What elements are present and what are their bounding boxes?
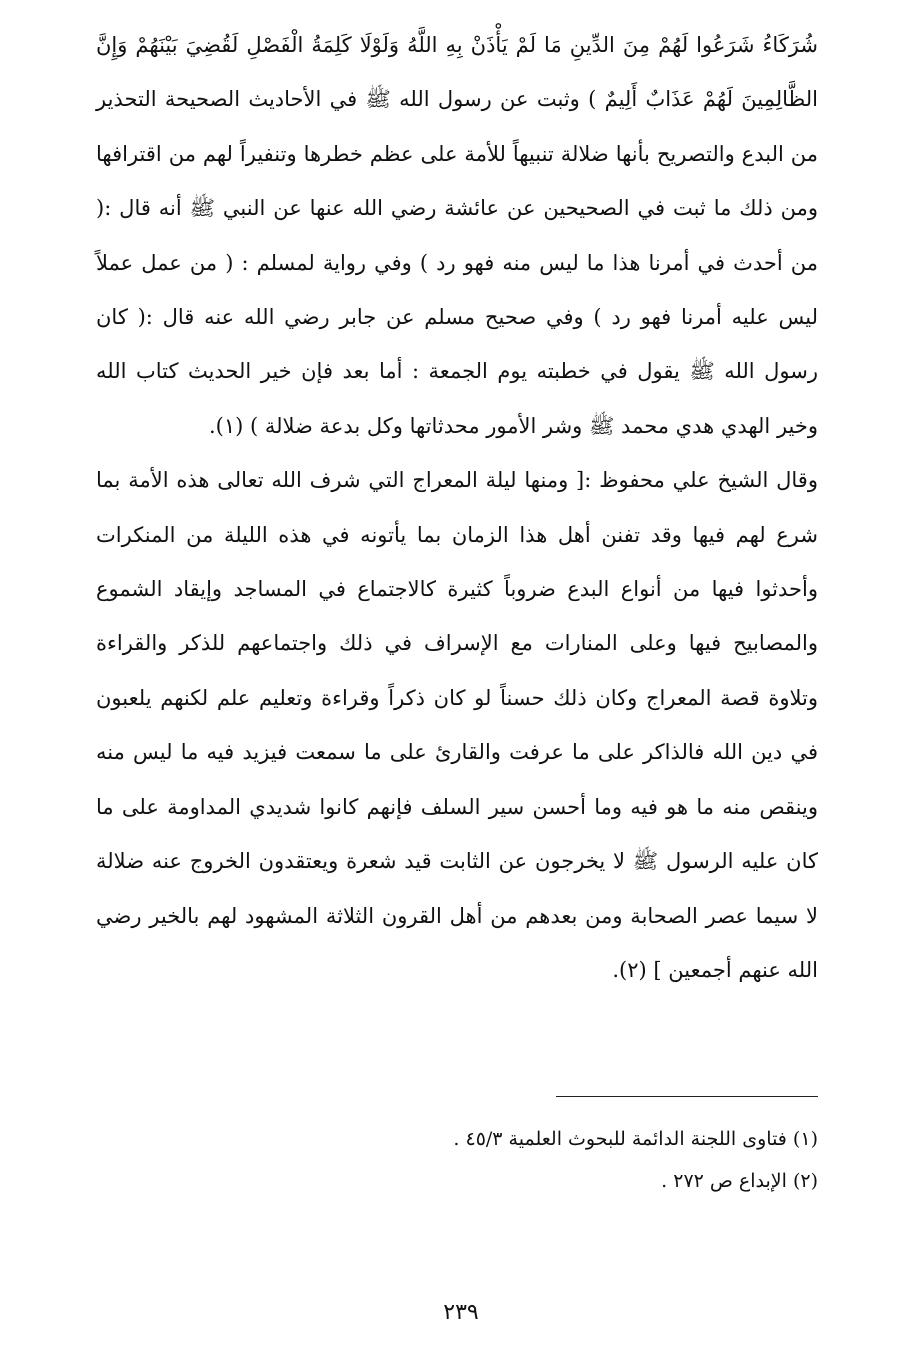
paragraph-2: وقال الشيخ علي محفوظ :[ ومنها ليلة المعراج التي شرف الله تعالى هذه الأمة بما شرع لهم فيها وقد تفنن أهل هذا الزمان بما يأتونه في هذه الليلة من المنكرات وأحدثوا فيها من أنواع البدع ضروباً كثيرة كالاجتماع في المساجد وإيقاد الشموع والمصابيح فيها وعلى المنارات مع الإسراف في ذلك واجتماعهم للذكر والقراءة وتلاوة قصة المعراج وكان ذلك حسناً لو كان ذكراً وقراءة وتعليم علم لكنهم يلعبون في دين الله فالذاكر على ما عرفت والقارئ على ما سمعت فيزيد فيه ما ليس منه وينقص منه ما هو فيه وما أحسن سير السلف فإنهم كانوا شديدي المداومة على ما كان عليه الرسول ﷺ لا يخرجون عن الثابت قيد شعرة ويعتقدون الخروج عنه ضلالة لا سيما عصر الصحابة ومن بعدهم من أهل القرون الثلاثة المشهود لهم بالخير رضي الله عنهم أجمعين ] (٢). bbox=[96, 468, 818, 982]
body-text bbox=[96, 18, 818, 997]
footnotes bbox=[96, 1118, 818, 1202]
footnote-divider bbox=[556, 1096, 818, 1097]
footnote-1: (١) فتاوى اللجنة الدائمة للبحوث العلمية ٤٥/٣ . bbox=[453, 1128, 818, 1150]
paragraph-1: شُرَكَاءُ شَرَعُوا لَهُمْ مِنَ الدِّينِ مَا لَمْ يَأْذَنْ بِهِ اللَّهُ وَلَوْلَا كَلِمَةُ الْفَصْلِ لَقُضِيَ بَيْنَهُمْ وَإِنَّ الظَّالِمِينَ لَهُمْ عَذَابٌ أَلِيمٌ ) وثبت عن رسول الله ﷺ في الأحاديث الصحيحة التحذير من البدع والتصريح بأنها ضلالة تنبيهاً للأمة على عظم خطرها وتنفيراً لهم من اقترافها ومن ذلك ما ثبت في الصحيحين عن عائشة رضي الله عنها عن النبي ﷺ أنه قال :( من أحدث في أمرنا هذا ما ليس منه فهو رد ) وفي رواية لمسلم : ( من عمل عملاً ليس عليه أمرنا فهو رد ) وفي صحيح مسلم عن جابر رضي الله عنه قال :( كان رسول الله ﷺ يقول في خطبته يوم الجمعة : أما بعد فإن خير الحديث كتاب الله وخير الهدي هدي محمد ﷺ وشر الأمور محدثاتها وكل بدعة ضلالة ) (١). bbox=[96, 33, 818, 438]
footnote-2: (٢) الإبداع ص ٢٧٢ . bbox=[661, 1170, 818, 1192]
page-number: ٢٣٩ bbox=[443, 1300, 479, 1325]
